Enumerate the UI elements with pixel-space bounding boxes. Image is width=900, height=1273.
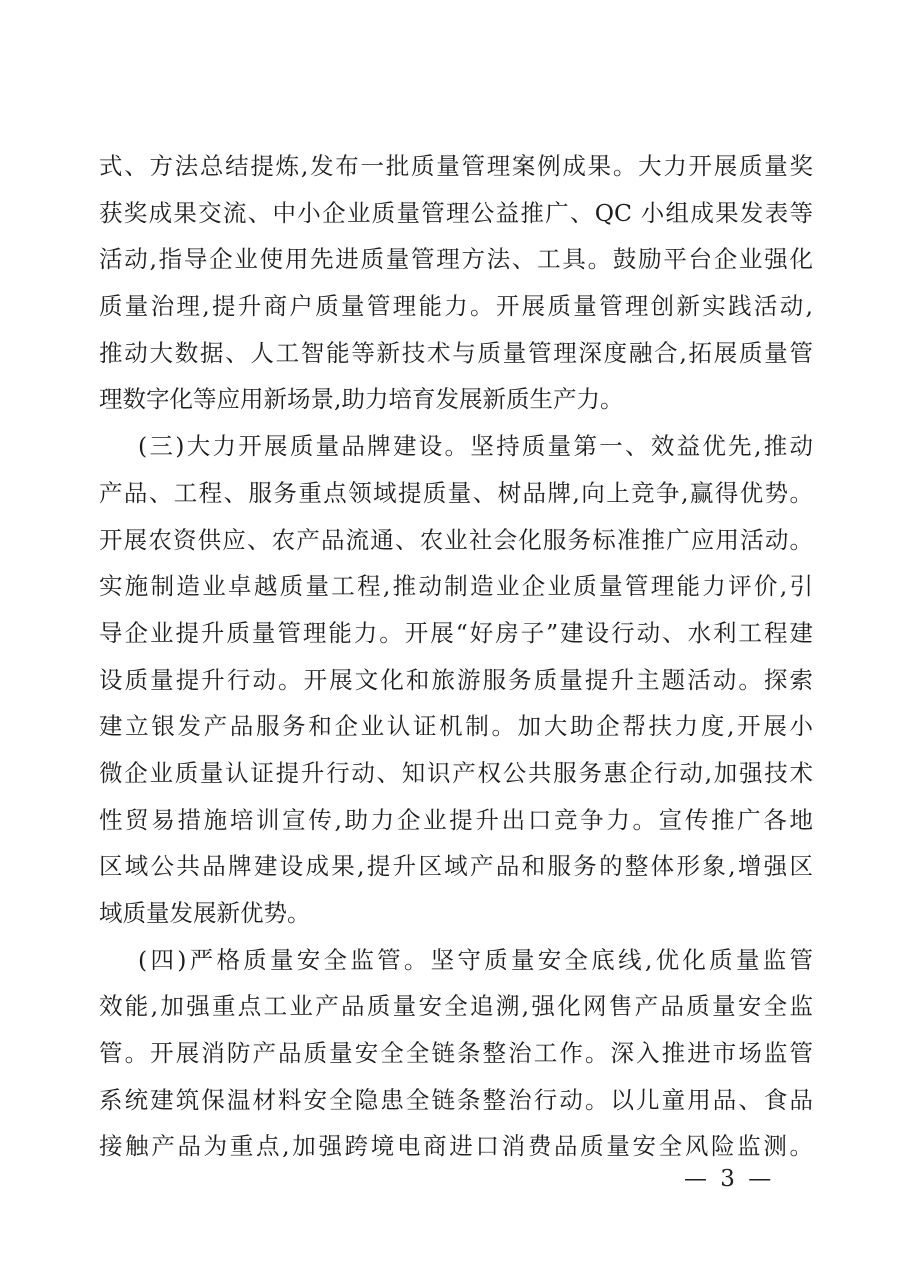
text-line: 获奖成果交流、中小企业质量管理公益推广、QC 小组成果发表等 [99,198,813,227]
text-line: 实施制造业卓越质量工程,推动制造业企业质量管理能力评价,引 [99,572,813,601]
text-line: 式、方法总结提炼,发布一批质量管理案例成果。大力开展质量奖 [99,152,813,180]
text-line: 性贸易措施培训宣传,助力企业提升出口竞争力。宣传推广各地 [99,805,813,834]
text-line: 质量治理,提升商户质量管理能力。开展质量管理创新实践活动, [99,292,813,321]
text-line: 产品、工程、服务重点领域提质量、树品牌,向上竞争,赢得优势。 [99,478,813,507]
text-line: 理数字化等应用新场景,助力培育发展新质生产力。 [99,385,624,414]
text-line-paragraph-3-start: (三)大力开展质量品牌建设。坚持质量第一、效益优先,推动 [138,432,813,461]
page-number: — 3 — [684,1166,775,1192]
text-line: 区域公共品牌建设成果,提升区域产品和服务的整体形象,增强区 [99,852,813,881]
text-line: 开展农资供应、农产品流通、农业社会化服务标准推广应用活动。 [99,525,813,554]
text-line: 接触产品为重点,加强跨境电商进口消费品质量安全风险监测。 [99,1132,813,1161]
text-line: 推动大数据、人工智能等新技术与质量管理深度融合,拓展质量管 [99,338,813,367]
text-line: 管。开展消防产品质量安全全链条整治工作。深入推进市场监管 [99,1039,813,1068]
text-line-paragraph-4-start: (四)严格质量安全监管。坚守质量安全底线,优化质量监管 [138,945,813,974]
text-line: 效能,加强重点工业产品质量安全追溯,强化网售产品质量安全监 [99,992,813,1021]
text-line: 活动,指导企业使用先进质量管理方法、工具。鼓励平台企业强化 [99,245,813,274]
text-line: 设质量提升行动。开展文化和旅游服务质量提升主题活动。探索 [99,665,813,694]
text-line: 系统建筑保温材料安全隐患全链条整治行动。以儿童用品、食品 [99,1085,813,1114]
document-text-block [99,143,813,1170]
text-line: 域质量发展新优势。 [99,899,311,927]
text-line: 微企业质量认证提升行动、知识产权公共服务惠企行动,加强技术 [99,758,813,787]
text-line: 导企业提升质量管理能力。开展“好房子”建设行动、水利工程建 [99,618,813,647]
text-line: 建立银发产品服务和企业认证机制。加大助企帮扶力度,开展小 [99,712,813,741]
